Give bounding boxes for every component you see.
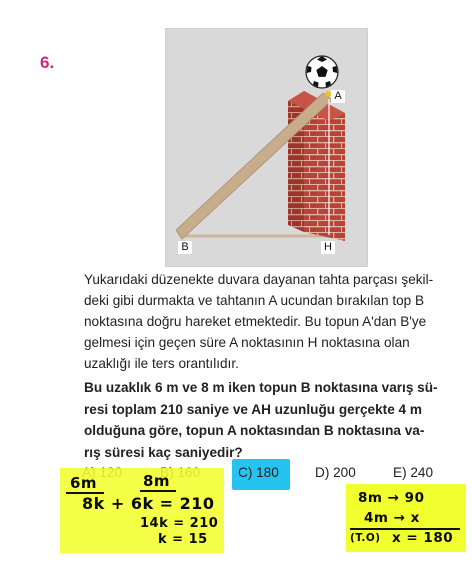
option-d[interactable]: D) 200 <box>315 465 356 480</box>
hw-to-label: (T.O) <box>350 532 381 544</box>
label-H: H <box>321 241 335 254</box>
hw-fraction-bar-right <box>140 490 176 492</box>
hw-6m: 6m <box>70 474 98 492</box>
question-number: 6. <box>40 53 55 72</box>
option-c[interactable]: C) 180 <box>238 465 279 480</box>
wall-side-face <box>288 91 304 232</box>
hw-equation: 8k + 6k = 210 <box>82 494 215 513</box>
figure-drawing <box>166 29 367 266</box>
prompt-line: rış süresi kaç saniyedir? <box>84 444 243 460</box>
question-paragraph <box>84 269 446 374</box>
paragraph-line: deki gibi durmakta ve tahtanın A ucundan bırakılan top B <box>84 293 425 308</box>
paragraph-line: Yukarıdaki düzenekte duvara dayanan tahta parçası şekil- <box>84 272 434 287</box>
hw-rule2: 4m → x <box>364 510 420 526</box>
question-prompt <box>84 377 446 463</box>
hw-result: x = 180 <box>392 530 454 546</box>
hw-rule1: 8m → 90 <box>358 490 425 506</box>
prompt-line: olduğuna göre, topun A noktasından B noktasına va- <box>84 423 425 438</box>
paragraph-line: uzaklığı ile ters orantılıdır. <box>84 356 239 371</box>
hw-8m: 8m <box>143 472 171 490</box>
prompt-line: Bu uzaklık 6 m ve 8 m iken topun B noktasına varış sü- <box>84 380 438 395</box>
hw-step2: 14k = 210 <box>140 516 219 531</box>
paragraph-line: gelmesi için geçen süre A noktasının H noktasına olan <box>84 335 410 350</box>
paragraph-line: noktasına doğru hareket etmektedir. Bu topun A'dan B'ye <box>84 314 427 329</box>
option-e[interactable]: E) 240 <box>393 465 434 480</box>
label-B: B <box>178 241 192 254</box>
label-A: A <box>331 90 345 103</box>
wall-plank-figure <box>165 28 368 267</box>
hw-step3: k = 15 <box>158 532 208 547</box>
prompt-line: resi toplam 210 saniye ve AH uzunluğu gerçekte 4 m <box>84 401 422 417</box>
soccer-ball-icon <box>306 56 338 88</box>
